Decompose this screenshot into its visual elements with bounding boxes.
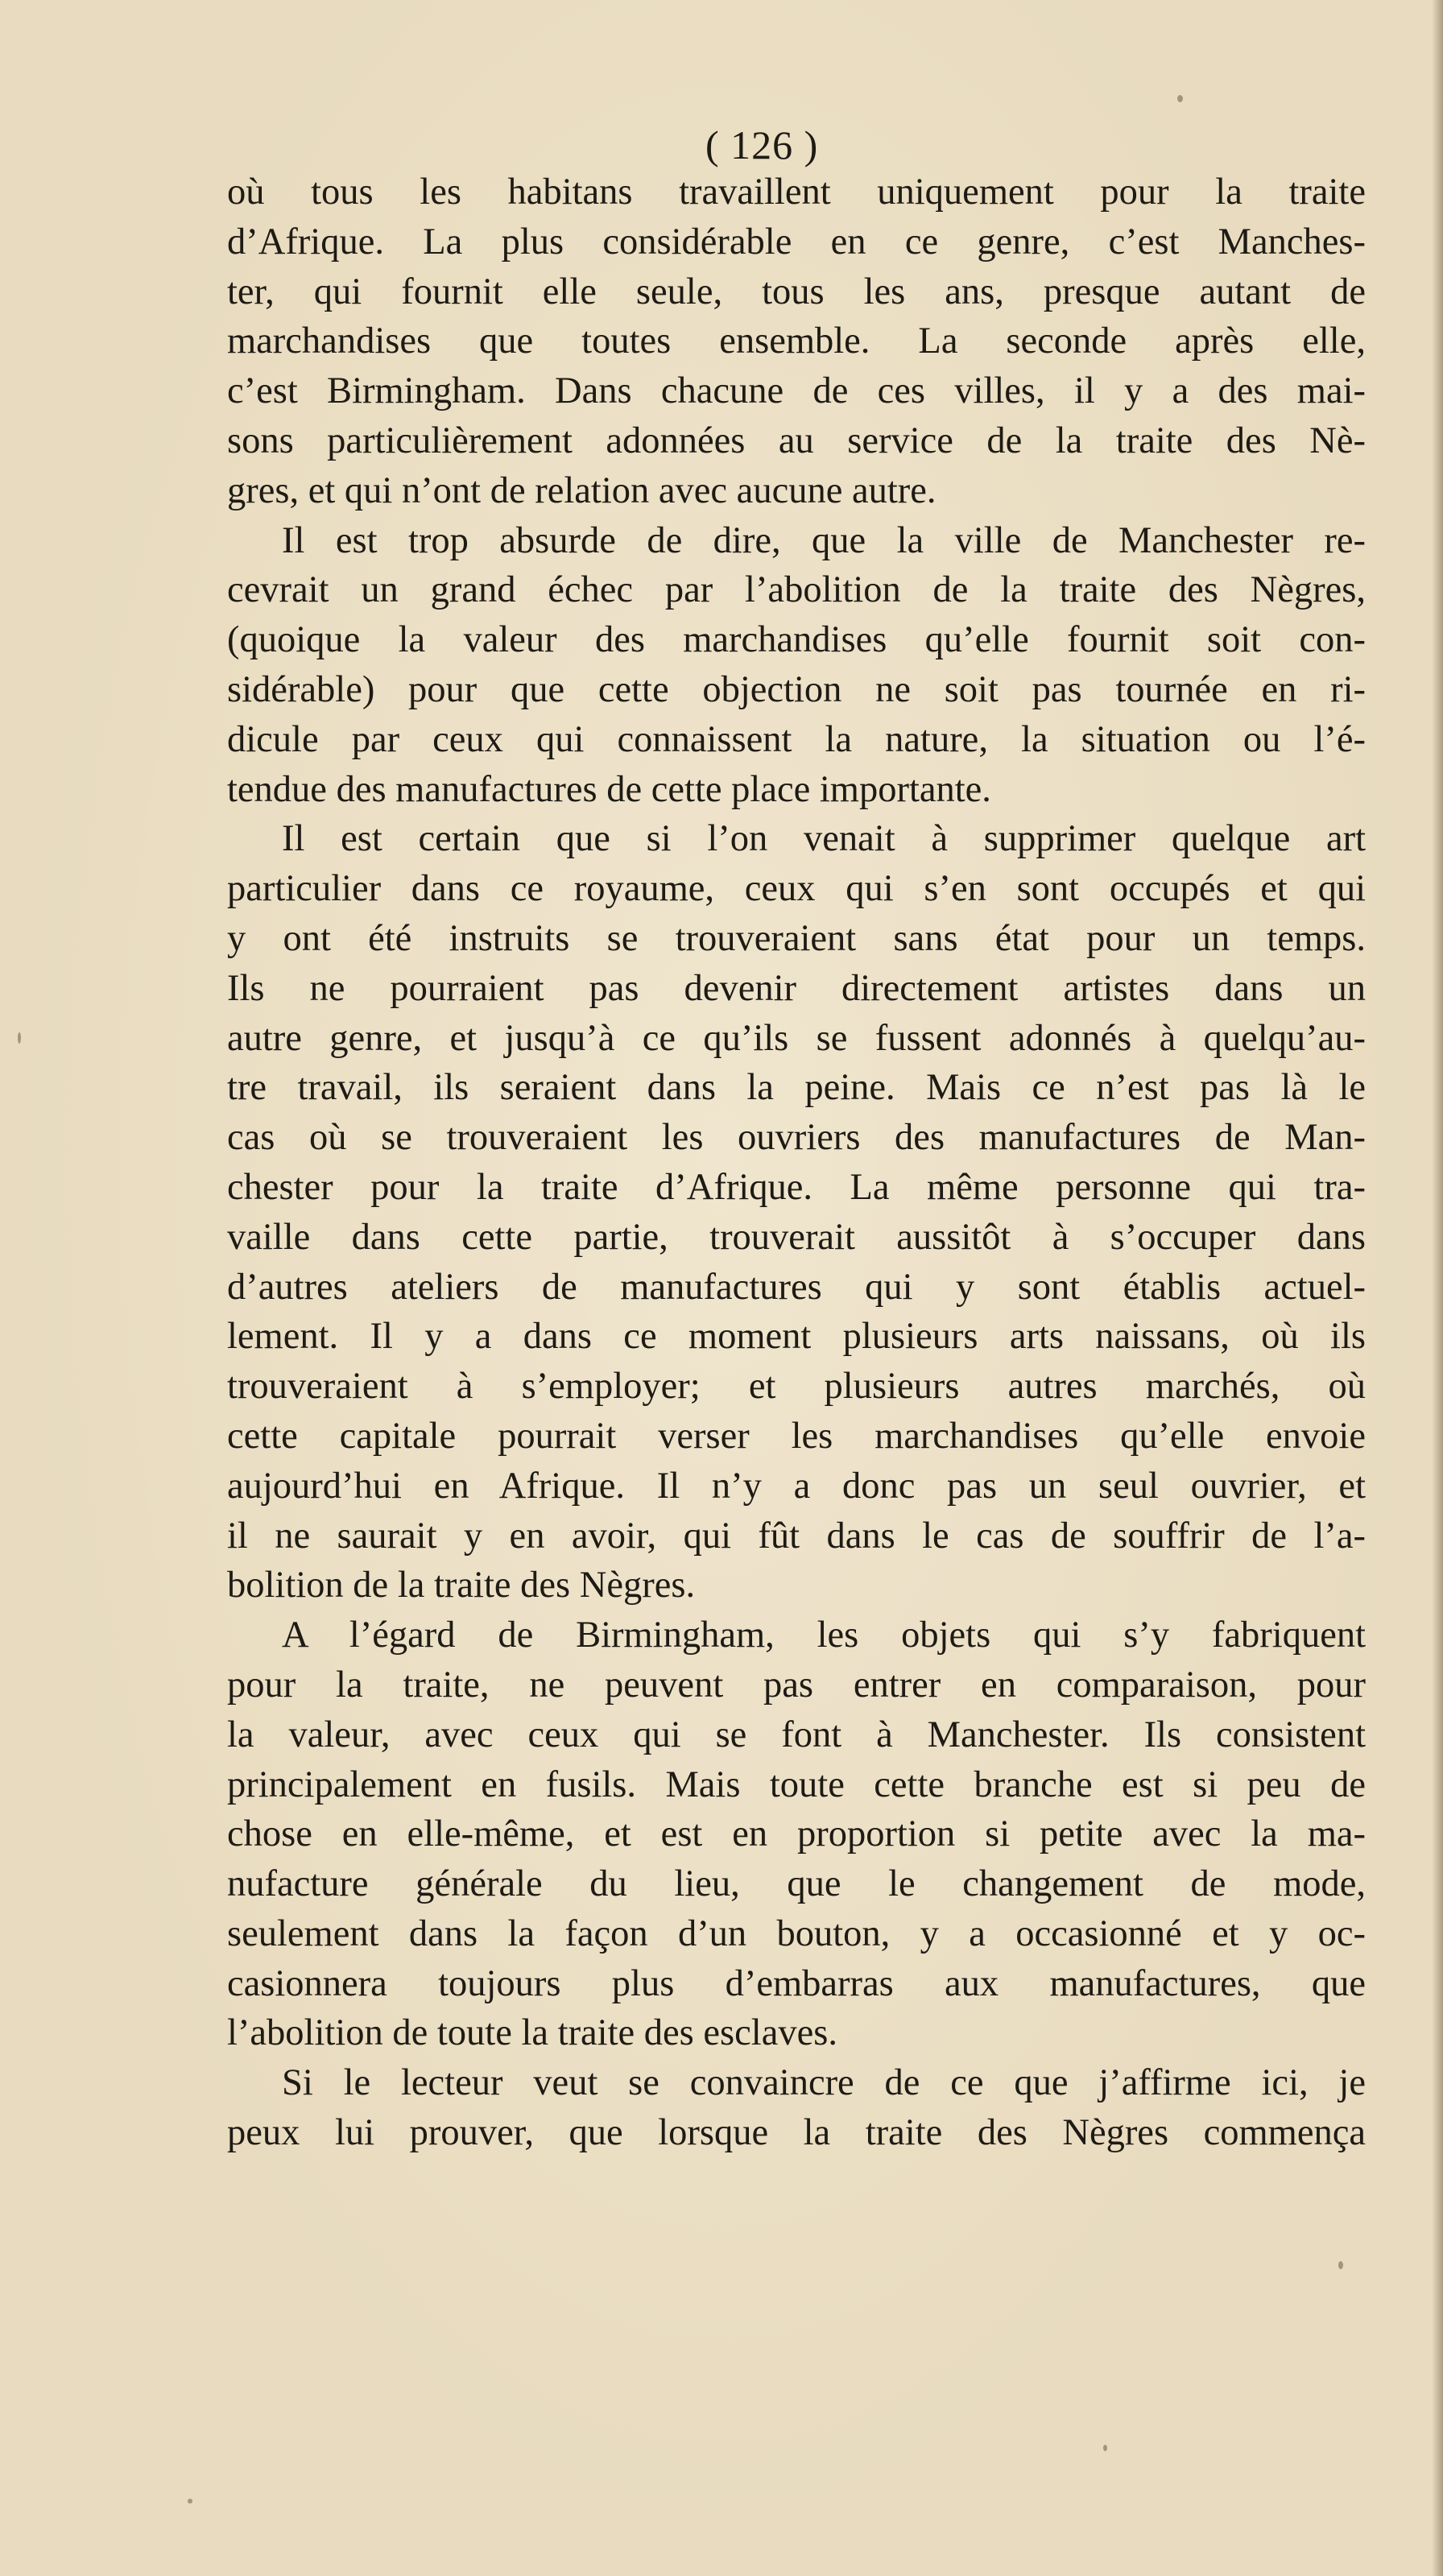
page-number: ( 126 )	[705, 122, 819, 167]
page-edge-shadow	[1432, 0, 1443, 2576]
text-line: seulement dans la façon d’un bouton, y a occasionné et y oc-	[227, 1912, 1366, 1954]
text-line: Ils ne pourraient pas devenir directement artistes dans un	[227, 967, 1366, 1009]
text-line: d’autres ateliers de manufactures qui y sont établis actuel-	[227, 1266, 1366, 1308]
text-line: chose en elle-même, et est en proportion si petite avec la ma-	[227, 1813, 1366, 1855]
text-line: sidérable) pour que cette objection ne soit pas tournée en ri-	[227, 668, 1366, 710]
paper-speck	[1103, 2445, 1107, 2451]
text-line: cas où se trouveraient les ouvriers des manufactures de Man-	[227, 1117, 1366, 1159]
text-line: particulier dans ce royaume, ceux qui s’en sont occupés et qui	[227, 868, 1366, 910]
paragraph-end-line: bolition de la traite des Nègres.	[227, 1565, 696, 1606]
paragraph-end-line: gres, et qui n’ont de relation avec aucune autre.	[227, 469, 937, 511]
text-line: cette capitale pourrait verser les marchandises qu’elle envoie	[227, 1415, 1366, 1457]
text-line: il ne saurait y en avoir, qui fût dans le cas de souffrir de l’a-	[227, 1515, 1366, 1557]
text-line: y ont été instruits se trouveraient sans état pour un temps.	[227, 917, 1366, 959]
text-line: cevrait un grand échec par l’abolition de la traite des Nègres,	[227, 569, 1366, 611]
paragraph-end-line: l’abolition de toute la traite des esclaves.	[227, 2012, 837, 2054]
text-line: marchandises que toutes ensemble. La seconde après elle,	[227, 320, 1366, 362]
text-line: dicule par ceux qui connaissent la nature, la situation ou l’é-	[227, 718, 1366, 760]
paper-speck	[1338, 2261, 1343, 2269]
body-text	[227, 167, 1366, 2158]
text-line: casionnera toujours plus d’embarras aux manufactures, que	[227, 1962, 1366, 2004]
text-line: la valeur, avec ceux qui se font à Manchester. Ils consistent	[227, 1714, 1366, 1755]
paper-speck	[18, 1032, 21, 1044]
text-line: trouveraient à s’employer; et plusieurs autres marchés, où	[227, 1366, 1366, 1408]
text-line: nufacture générale du lieu, que le changement de mode,	[227, 1863, 1366, 1905]
paragraph-end-line: tendue des manufactures de cette place importante.	[227, 768, 991, 810]
paragraph-start-line: Il est trop absurde de dire, que la ville de Manchester re-	[282, 519, 1366, 561]
text-line: autre genre, et jusqu’à ce qu’ils se fussent adonnés à quelqu’au-	[227, 1017, 1366, 1059]
text-line: sons particulièrement adonnées au service de la traite des Nè-	[227, 420, 1366, 461]
text-line: chester pour la traite d’Afrique. La même personne qui tra-	[227, 1166, 1366, 1208]
paragraph-start-line: Il est certain que si l’on venait à supprimer quelque art	[282, 818, 1366, 860]
text-line: principalement en fusils. Mais toute cette branche est si peu de	[227, 1764, 1366, 1805]
text-line: d’Afrique. La plus considérable en ce genre, c’est Manches-	[227, 221, 1366, 263]
text-line: ter, qui fournit elle seule, tous les ans, presque autant de	[227, 271, 1366, 312]
text-line: peux lui prouver, que lorsque la traite des Nègres commença	[227, 2112, 1366, 2154]
text-line: lement. Il y a dans ce moment plusieurs arts naissans, où ils	[227, 1316, 1366, 1358]
text-line: où tous les habitans travaillent uniquement pour la traite	[227, 172, 1366, 213]
text-line: tre travail, ils seraient dans la peine. Mais ce n’est pas là le	[227, 1067, 1366, 1109]
text-line: aujourd’hui en Afrique. Il n’y a donc pas un seul ouvrier, et	[227, 1465, 1366, 1507]
text-line: c’est Birmingham. Dans chacune de ces villes, il y a des mai-	[227, 370, 1366, 412]
paper-speck	[188, 2499, 192, 2504]
text-line: (quoique la valeur des marchandises qu’elle fournit soit con-	[227, 619, 1366, 661]
paragraph-start-line: A l’égard de Birmingham, les objets qui s’y fabriquent	[282, 1615, 1366, 1656]
paper-speck	[1177, 95, 1183, 102]
text-line: pour la traite, ne peuvent pas entrer en comparaison, pour	[227, 1664, 1366, 1706]
paragraph-start-line: Si le lecteur veut se convaincre de ce que j’affirme ici, je	[282, 2062, 1366, 2104]
text-line: vaille dans cette partie, trouverait aussitôt à s’occuper dans	[227, 1216, 1366, 1258]
